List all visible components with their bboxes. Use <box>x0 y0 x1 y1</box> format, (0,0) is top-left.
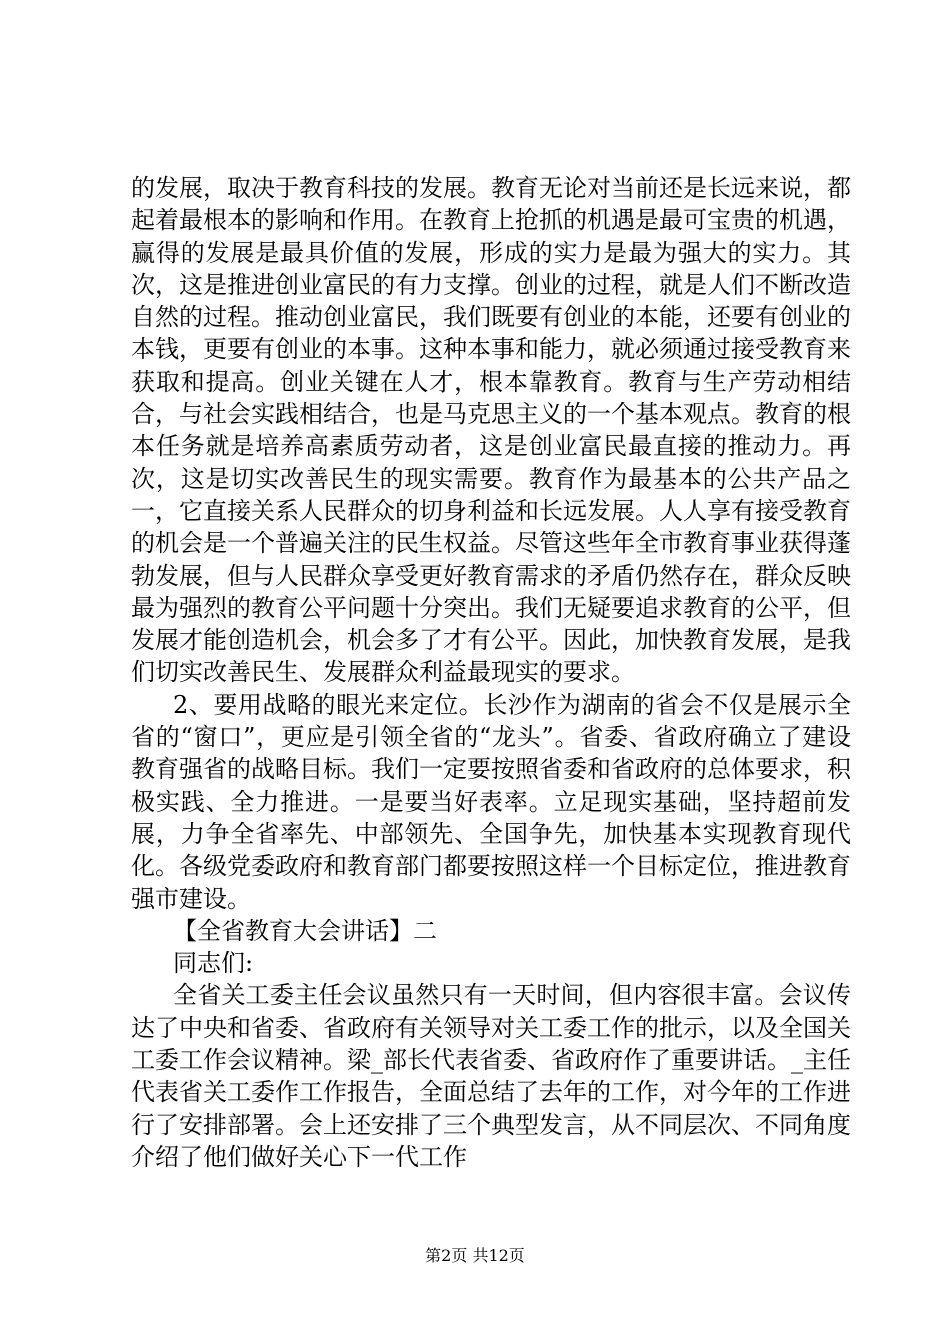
salutation: 同志们: <box>173 949 254 978</box>
body-paragraph-1: 的发展，取决于教育科技的发展。教育无论对当前还是长远来说，都起着最根本的影响和作用。在教育上抢抓的机遇是最可宝贵的机遇，赢得的发展是最具价值的发展，形成的实力是最为强大的实力。其次，这是推进创业富民的有力支撑。创业的过程，就是人们不断改造自然的过程。推动创业富民，我们既要有创业的本能，还要有创业的本钱，更要有创业的本事。这种本事和能力，就必须通过接受教育来获取和提高。创业关键在人才，根本靠教育。教育与生产劳动相结合，与社会实践相结合，也是马克思主义的一个基本观点。教育的根本任务就是培养高素质劳动者，这是创业富民最直接的推动力。再次，这是切实改善民生的现实需要。教育作为最基本的公共产品之一，它直接关系人民群众的切身利益和长远发展。人人享有接受教育的机会是一个普遍关注的民生权益。尽管这些年全市教育事业获得蓬勃发展，但与人民群众享受更好教育需求的矛盾仍然存在，群众反映最为强烈的教育公平问题十分突出。我们无疑要追求教育的公平，但发展才能创造机会，机会多了才有公平。因此，加快教育发展，是我们切实改善民生、发展群众利益最现实的要求。 <box>131 174 851 687</box>
document-body <box>131 172 851 1173</box>
page-footer: 第2页 共12页 <box>425 1246 525 1265</box>
body-paragraph-2: 2、要用战略的眼光来定位。长沙作为湖南的省会不仅是展示全省的“窗口”，更应是引领全省的“龙头”。省委、省政府确立了建设教育强省的战略目标。我们一定要按照省委和省政府的总体要求，积极实践、全力推进。一是要当好表率。立足现实基础，坚持超前发展，力争全省率先、中部领先、全国争先，加快基本实现教育现代化。各级党委政府和教育部门都要按照这样一个目标定位，推进教育强市建设。 <box>131 690 851 913</box>
body-paragraph-3: 全省关工委主任会议虽然只有一天时间，但内容很丰富。会议传达了中央和省委、省政府有关领导对关工委工作的批示，以及全国关工委工作会议精神。梁_部长代表省委、省政府作了重要讲话。_主任代表省关工委作工作报告，全面总结了去年的工作，对今年的工作进行了安排部署。会上还安排了三个典型发言，从不同层次、不同角度介绍了他们做好关心下一代工作 <box>131 981 851 1171</box>
section-heading: 【全省教育大会讲话】二 <box>173 916 437 945</box>
